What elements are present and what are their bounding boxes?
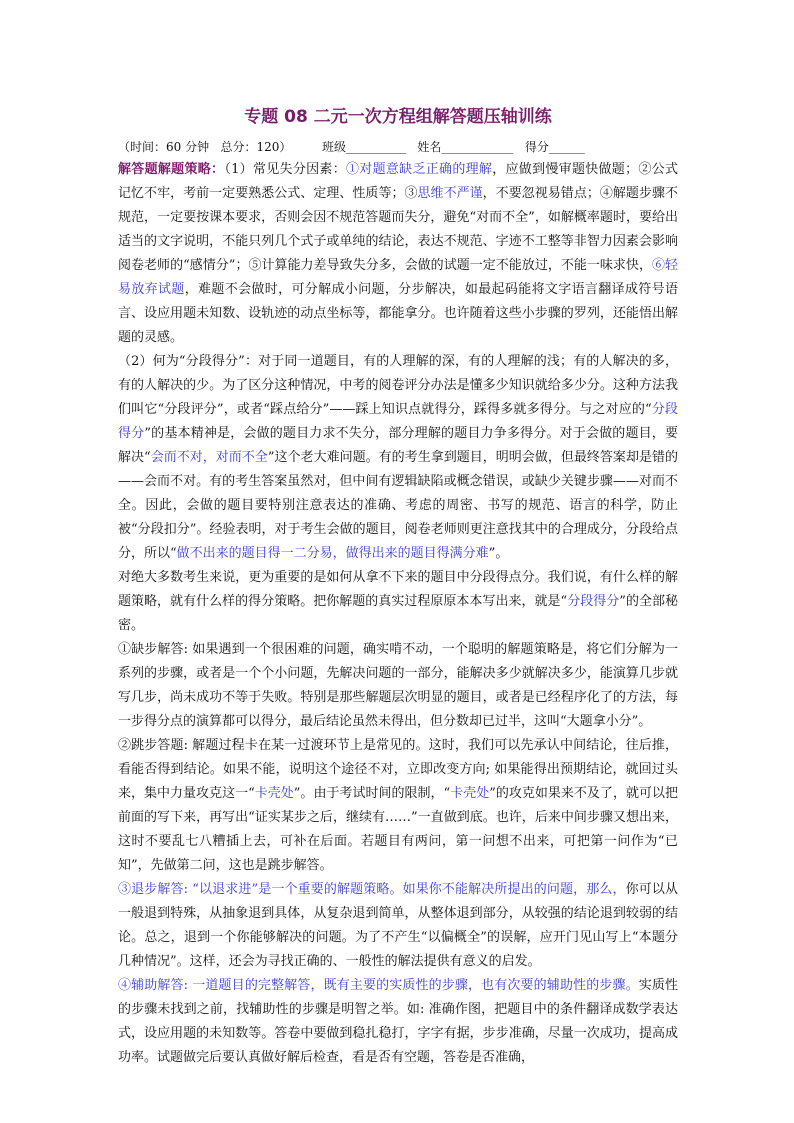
- highlight: ④辅助解答: 一道题目的完整解答，既有主要的实质性的步骤，也有次要的辅助性的步骤。: [118, 978, 639, 993]
- highlight: 做不出来的题目得一二分易，做得出来的题目得满分难: [176, 546, 489, 561]
- highlight: 思维不严谨: [417, 186, 483, 201]
- paragraph-strategy-1: [118, 158, 678, 350]
- paragraph-missing-step: ①缺步解答: 如果遇到一个很困难的问题，确实啃不动，一个聪明的解题策略是，将它们分解为一系列的步骤，或者是一个个小问题，先解决问题的一部分，能解决多少就解决多少，能演算几步就写几步，尚未成功不等于失败。特别是那些解题层次明显的题目，或者是已经程序化了的方法，每一步得分点的演算都可以得分，最后结论虽然未得出，但分数却已过半，这叫“大题拿小分”。: [118, 642, 678, 729]
- text: ”这个老大难问题。有的考生拿到题目，明明会做，但最终答案却是错的——会而不对。有的考生答案虽然对，但中间有逻辑缺陷或概念错误，或缺少关键步骤——对而不全。因此，会做的题目要特别注意表达的准确、考虑的周密、书写的规范、语言的科学，防止被“分段扣分”。经验表明，对于考生会做的题目，阅卷老师则更注意找其中的合理成分，分段给点分，所以“: [118, 450, 678, 561]
- text: （2）何为“分段得分”：对于同一道题目，有的人理解的深，有的人理解的浅；有的人解决的多，有的人解决的少。为了区分这种情况，中考的阅卷评分办法是懂多少知识就给多少分。这种方法我们叫它“分段评分”，或者“踩点给分”——踩上知识点就得分，踩得多就多得分。与之对应的“: [118, 354, 678, 417]
- text: ②跳步答题: 解题过程卡在某一过渡环节上是常见的。这时，我们可以先承认中间结论，往后推，看能否得到结论。如果不能，说明这个途径不对，立即改变方向; 如果能得出预期结论，就回过头来，集中力量攻克这一“: [118, 738, 678, 801]
- highlight: ①对题意缺乏正确的理解: [346, 162, 493, 177]
- text: ”的攻克如果来不及了，就可以把前面的写下来，再写出“证实某步之后，继续有……”一直做到底。也许，后来中间步骤又想出来，这时不要乱七八糟插上去，可补在后面。若题目有两问，第一问想不出来，可把第一问作为“已知”，先做第二问，这也是跳步解答。: [118, 786, 678, 873]
- text: 实质性的步骤未找到之前，找辅助性的步骤是明智之举。如: 准确作图，把题目中的条件翻译成数学表达式，设应用题的未知数等。答卷中要做到稳扎稳打，字字有据，步步准确，尽量一次成功，提高成功率。试题做完后要认真做好解后检查，看是否有空题，答卷是否准确，: [118, 978, 678, 1065]
- text: ，不要忽视易错点；④解题步骤不规范，一定要按课本要求，否则会因不规范答题而失分，避免“对而不全”，如解概率题时，要给出适当的文字说明，不能只列几个式子或单纯的结论，表达不规范、字迹不工整等非智力因素会影响阅卷老师的“感情分”；⑤计算能力差导致失分多，会做的试题一定不能放过，不能一味求快，: [118, 186, 678, 273]
- highlight: 卡壳处: [450, 786, 490, 801]
- exam-info-line: （时间：60 分钟 总分：120） 班级__________ 姓名____________ 得分______: [118, 140, 585, 154]
- paragraph-step-back: [118, 878, 678, 974]
- paragraph-skip-step: [118, 734, 678, 878]
- text: 对绝大多数考生来说，更为重要的是如何从拿不下来的题目中分段得点分。我们说，有什么样的解题策略，就有什么样的得分策略。把你解题的真实过程原原本本写出来，就是“: [118, 570, 678, 609]
- document-page: [118, 100, 678, 1070]
- text: 你可以从一般退到特殊，从抽象退到具体，从复杂退到简单，从整体退到部分，从较强的结论退到较弱的结论。总之，退到一个你能够解决的问题。为了不产生“以偏概全”的误解，应开门见山写上“本题分几种情况”。这样，还会为寻找正确的、一般性的解法提供有意义的启发。: [118, 882, 678, 969]
- paragraph-auxiliary: [118, 974, 678, 1070]
- highlight: ⑥轻易放弃试题: [118, 258, 678, 297]
- text: ”的全部秘密。: [118, 594, 678, 633]
- highlight: 卡壳处: [254, 786, 294, 801]
- highlight: ③退步解答: “以退求进”是一个重要的解题策略。如果你不能解决所提出的问题，那么，: [118, 882, 626, 897]
- text: （1）常见失分因素：: [224, 162, 346, 177]
- paragraph-strategy-3: [118, 566, 678, 638]
- section-heading: 解答题解题策略：: [118, 162, 225, 177]
- text: ”。由于考试时间的限制，“: [293, 786, 451, 801]
- highlight: 会而不对，对而不全: [150, 450, 268, 465]
- page-title: 专题 08 二元一次方程组解答题压轴训练: [244, 107, 552, 127]
- text: ，应做到慢审题快做题；②公式记忆不牢，考前一定要熟悉公式、定理、性质等；③: [118, 162, 678, 201]
- paragraph-strategy-2: [118, 350, 678, 566]
- text: ”。: [488, 546, 509, 561]
- text: ”的基本精神是，会做的题目力求不失分，部分理解的题目力争多得分。对于会做的题目，要解决“: [118, 426, 678, 465]
- highlight: 分段得分: [118, 402, 678, 441]
- text: ，难题不会做时，可分解成小问题，分步解决，如最起码能将文字语言翻译成符号语言、设应用题未知数、设轨迹的动点坐标等，都能拿分。也许随着这些小步骤的罗列，还能悟出解题的灵感。: [118, 282, 678, 345]
- highlight: 分段得分: [567, 594, 620, 609]
